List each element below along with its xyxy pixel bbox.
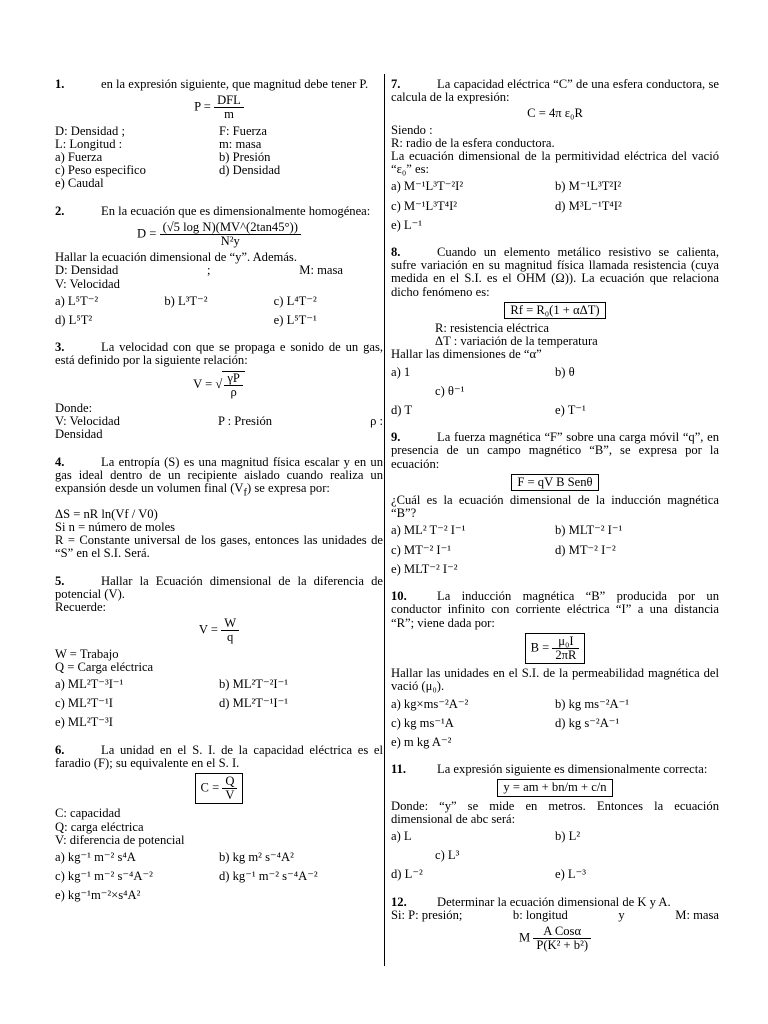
definition: V: Velocidad	[55, 276, 120, 291]
question-9	[391, 431, 719, 576]
fraction	[160, 221, 301, 248]
formula-lhs: V =	[198, 622, 219, 637]
formula	[55, 773, 383, 804]
question-number: 7.	[391, 77, 401, 91]
numerator: A Cosα	[533, 925, 591, 939]
option-c[interactable]: c) L³	[435, 848, 460, 863]
denominator: 2πR	[555, 647, 577, 662]
label: Recuerde:	[55, 600, 107, 615]
question-8	[391, 246, 719, 417]
option-b[interactable]: b) θ	[555, 364, 575, 379]
question-text: Donde: “y” se mide en metros. Entonces la ecuación dimensional de abc será:	[391, 798, 719, 826]
definition: R = Constante universal de los gases, entonces las unidades de “S” en el S.I. Será.	[55, 533, 383, 561]
options	[55, 295, 383, 327]
question-number: 10.	[391, 589, 407, 604]
definition: b: longitud	[512, 907, 568, 922]
definition: V: diferencia de potencial	[55, 832, 185, 847]
definition: V: Velocidad	[55, 414, 120, 429]
definition: W = Trabajo	[55, 646, 119, 661]
definition: F: Fuerza	[219, 123, 267, 138]
definitions	[55, 415, 383, 428]
option-c[interactable]: c) kg ms⁻¹A	[391, 715, 454, 730]
formula-lhs: M	[518, 930, 531, 945]
formula	[55, 371, 383, 399]
option-c[interactable]: c) θ⁻¹	[435, 383, 465, 398]
question-6	[55, 744, 383, 903]
denominator: V	[225, 788, 235, 803]
option-d[interactable]: d) kg s⁻²A⁻¹	[555, 715, 620, 730]
question-2	[55, 205, 383, 328]
definition: Densidad	[55, 427, 103, 442]
definition: y	[618, 907, 625, 922]
formula-lhs: P =	[194, 99, 211, 114]
options	[391, 180, 719, 232]
option-d[interactable]: d) MT⁻² I⁻²	[555, 542, 616, 557]
formula-box	[525, 633, 586, 664]
question-number: 11.	[391, 762, 407, 777]
option-c[interactable]: c) kg⁻¹ m⁻² s⁻⁴A⁻²	[55, 869, 153, 884]
definition: ;	[207, 263, 211, 278]
left-column	[55, 78, 383, 917]
question-10	[391, 590, 719, 749]
denominator: m	[224, 107, 234, 122]
definition: La ecuación dimensional de la permitividad eléctrica del vació “ε₀” es:	[391, 149, 719, 177]
options	[391, 698, 719, 750]
option-d[interactable]: d) M³L⁻¹T⁴I²	[555, 198, 622, 213]
denominator: ρ	[230, 384, 237, 399]
formula-lhs: V =	[193, 376, 213, 391]
formula-lhs: C =	[200, 780, 220, 795]
option-c[interactable]: c) L⁴T⁻²	[273, 293, 317, 308]
question-text: La capacidad eléctrica “C” de una esfera conductora, se calcula de la expresión:	[391, 77, 719, 105]
option-e[interactable]: e) ML²T⁻³I	[55, 715, 113, 730]
label: Siendo :	[391, 122, 433, 137]
option-e[interactable]: e) L⁵T⁻¹	[273, 313, 317, 328]
option-e[interactable]: e) kg⁻¹m⁻²×s⁴A²	[55, 888, 141, 903]
options	[391, 524, 719, 576]
question-text: En la ecuación que es dimensionalmente homogénea:	[101, 203, 371, 218]
option-a[interactable]: a) L	[391, 828, 412, 843]
option-d[interactable]: d) T	[391, 403, 413, 418]
fraction	[552, 635, 579, 662]
numerator: (√5 log N)(MV^(2tan45°))	[160, 221, 301, 235]
options	[55, 851, 383, 903]
denominator: q	[226, 630, 234, 645]
question-text: La fuerza magnética “F” sobre una carga móvil “q”, en presencia de un campo magnético “B”, se expresa por la ecuación:	[391, 430, 719, 471]
formula	[391, 302, 719, 319]
option-a[interactable]: a) ML² T⁻² I⁻¹	[391, 523, 466, 538]
question-text: La unidad en el S. I. de la capacidad eléctrica es el faradio (F); su equivalente en el S. I.	[55, 742, 383, 770]
option-c[interactable]: c) MT⁻² I⁻¹	[391, 542, 452, 557]
question-5	[55, 575, 383, 730]
option-a[interactable]: a) kg⁻¹ m⁻² s⁴A	[55, 850, 136, 865]
formula	[55, 617, 383, 644]
formula-box: y = am + bn/m + c/n	[497, 779, 612, 796]
formula	[391, 474, 719, 491]
question-text: ) se expresa por:	[247, 481, 330, 496]
definition: L: Longitud :	[55, 136, 123, 151]
option-b[interactable]: b) ML²T⁻²I⁻¹	[219, 677, 289, 692]
column-divider	[384, 74, 385, 966]
option-e[interactable]: e) MLT⁻² I⁻²	[391, 561, 458, 576]
sqrt-sign-icon: √	[215, 376, 223, 391]
denominator: N²y	[220, 234, 240, 249]
definition: Q: carga eléctrica	[55, 819, 144, 834]
options	[391, 830, 719, 882]
definition: Si n = número de moles	[55, 520, 176, 534]
definition: P : Presión	[217, 414, 273, 429]
definition: M: masa	[299, 263, 343, 278]
question-4	[55, 456, 383, 561]
option-a[interactable]: a) M⁻¹L³T⁻²I²	[391, 179, 464, 194]
question-number: 9.	[391, 430, 401, 445]
option-d[interactable]: d) Densidad	[219, 163, 281, 178]
definitions	[391, 909, 719, 922]
question-number: 5.	[55, 573, 65, 588]
fraction	[533, 925, 591, 952]
right-column	[391, 78, 719, 966]
option-b[interactable]: b) kg m² s⁻⁴A²	[219, 850, 294, 865]
subscript: f	[243, 487, 248, 499]
option-a[interactable]: a) L⁵T⁻²	[55, 293, 99, 308]
formula-lhs: D =	[137, 226, 157, 241]
option-c[interactable]: c) Peso especifico	[55, 163, 146, 178]
definition: Q = Carga eléctrica	[55, 659, 154, 674]
question-text: Hallar la Ecuación dimensional de la diferencia de potencial (V).	[55, 573, 383, 601]
option-b[interactable]: b) M⁻¹L³T²I²	[555, 179, 622, 194]
fraction	[214, 94, 244, 121]
fraction	[222, 371, 245, 399]
option-b[interactable]: b) MLT⁻² I⁻¹	[555, 523, 623, 538]
option-d[interactable]: d) L⁻²	[391, 867, 423, 882]
formula	[55, 221, 383, 248]
formula: ΔS = nR ln(Vf / V0)	[55, 506, 158, 521]
formula	[391, 925, 719, 952]
formula-box: Rf = R₀(1 + αΔT)	[504, 302, 605, 319]
option-d[interactable]: d) ML²T⁻¹I⁻¹	[219, 696, 289, 711]
option-e[interactable]: e) T⁻¹	[555, 403, 586, 418]
question-number: 2.	[55, 203, 65, 218]
formula-lhs: B =	[530, 640, 550, 655]
definitions	[55, 264, 383, 277]
definition: ρ :	[370, 414, 383, 429]
definition: ΔT : variación de la temperatura	[435, 334, 598, 349]
question-11	[391, 763, 719, 881]
definition: C: capacidad	[55, 806, 121, 821]
option-a[interactable]: a) 1	[391, 364, 411, 379]
question-text: ¿Cuál es la ecuación dimensional de la inducción magnética “B”?	[391, 493, 719, 521]
question-12	[391, 896, 719, 953]
option-b[interactable]: b) Presión	[219, 150, 271, 165]
option-e[interactable]: e) L⁻³	[555, 867, 587, 882]
option-d[interactable]: d) L⁵T²	[55, 313, 93, 328]
question-text: La inducción magnética “B” producida por un conductor infinito con corriente eléctrica “I” a una distancia “R”; viene dada por:	[391, 589, 719, 630]
question-7	[391, 78, 719, 232]
question-text: Hallar la ecuación dimensional de “y”. Además.	[55, 250, 297, 265]
option-c[interactable]: c) M⁻¹L³T⁴I²	[391, 198, 458, 213]
formula	[391, 633, 719, 664]
numerator: Q	[222, 775, 237, 789]
options	[391, 366, 719, 418]
formula: C = 4π ε₀R	[527, 106, 583, 121]
fraction	[221, 617, 239, 644]
question-number: 8.	[391, 245, 401, 260]
numerator: μ₀I	[552, 635, 579, 649]
formula-box	[195, 773, 244, 804]
question-text: Hallar las unidades en el S.I. de la permeabilidad magnética del vació (μ₀).	[391, 666, 719, 694]
definition: D: Densidad ;	[55, 123, 125, 138]
denominator: P(K² + b²)	[536, 938, 589, 953]
question-text: Determinar la ecuación dimensional de K y A.	[437, 894, 671, 909]
numerator: γP	[224, 372, 243, 386]
definition: R: resistencia eléctrica	[435, 321, 549, 336]
options	[55, 151, 383, 191]
definition: D: Densidad	[55, 263, 119, 278]
definition: m: masa	[219, 136, 262, 151]
question-text: La velocidad con que se propaga e sonido de un gas, está definido por la siguiente relación:	[55, 340, 383, 368]
option-a[interactable]: a) Fuerza	[55, 150, 103, 165]
option-b[interactable]: b) kg ms⁻²A⁻¹	[555, 696, 630, 711]
definition: R: radio de la esfera conductora.	[391, 135, 555, 150]
question-number: 3.	[55, 340, 65, 355]
option-e[interactable]: e) m kg A⁻²	[391, 734, 452, 749]
label: Donde:	[55, 401, 93, 416]
question-number: 1.	[55, 77, 65, 91]
option-e[interactable]: e) Caudal	[55, 176, 104, 191]
formula-box: F = qV B Senθ	[511, 474, 598, 491]
definition: Si: P: presión;	[391, 907, 463, 922]
option-b[interactable]: b) L³T⁻²	[164, 293, 208, 308]
question-3	[55, 341, 383, 441]
definition: M: masa	[675, 907, 719, 922]
option-e[interactable]: e) L⁻¹	[391, 217, 423, 232]
option-b[interactable]: b) L²	[555, 828, 581, 843]
options	[55, 678, 383, 730]
question-text: Cuando un elemento metálico resistivo se calienta, sufre variación en su magnitud física llamada resistencia (cuya medida en el S.I. es el OHM (Ω)). La ecuación que relaciona dicho fenómeno es:	[391, 245, 719, 299]
numerator: W	[221, 617, 239, 631]
formula	[391, 779, 719, 796]
question-1	[55, 78, 383, 191]
question-text: en la expresión siguiente, que magnitud debe tener P.	[101, 77, 369, 91]
question-text: La entropía (S) es una magnitud física escalar y en un gas ideal dentro de un recipiente aislado cuando realiza un expansión desde un volumen final (V	[55, 454, 383, 496]
option-c[interactable]: c) ML²T⁻¹I	[55, 696, 113, 711]
question-number: 4.	[55, 454, 65, 469]
option-a[interactable]: a) ML²T⁻³I⁻¹	[55, 677, 124, 692]
question-number: 6.	[55, 742, 65, 757]
question-text: La expresión siguiente es dimensionalmente correcta:	[437, 762, 708, 777]
definitions	[55, 125, 383, 151]
question-text: Hallar las dimensiones de “α”	[391, 347, 542, 362]
numerator: DFL	[214, 94, 244, 108]
option-a[interactable]: a) kg×ms⁻²A⁻²	[391, 696, 469, 711]
option-d[interactable]: d) kg⁻¹ m⁻² s⁻⁴A⁻²	[219, 869, 318, 884]
question-number: 12.	[391, 894, 407, 909]
formula	[55, 94, 383, 121]
fraction	[222, 775, 237, 802]
